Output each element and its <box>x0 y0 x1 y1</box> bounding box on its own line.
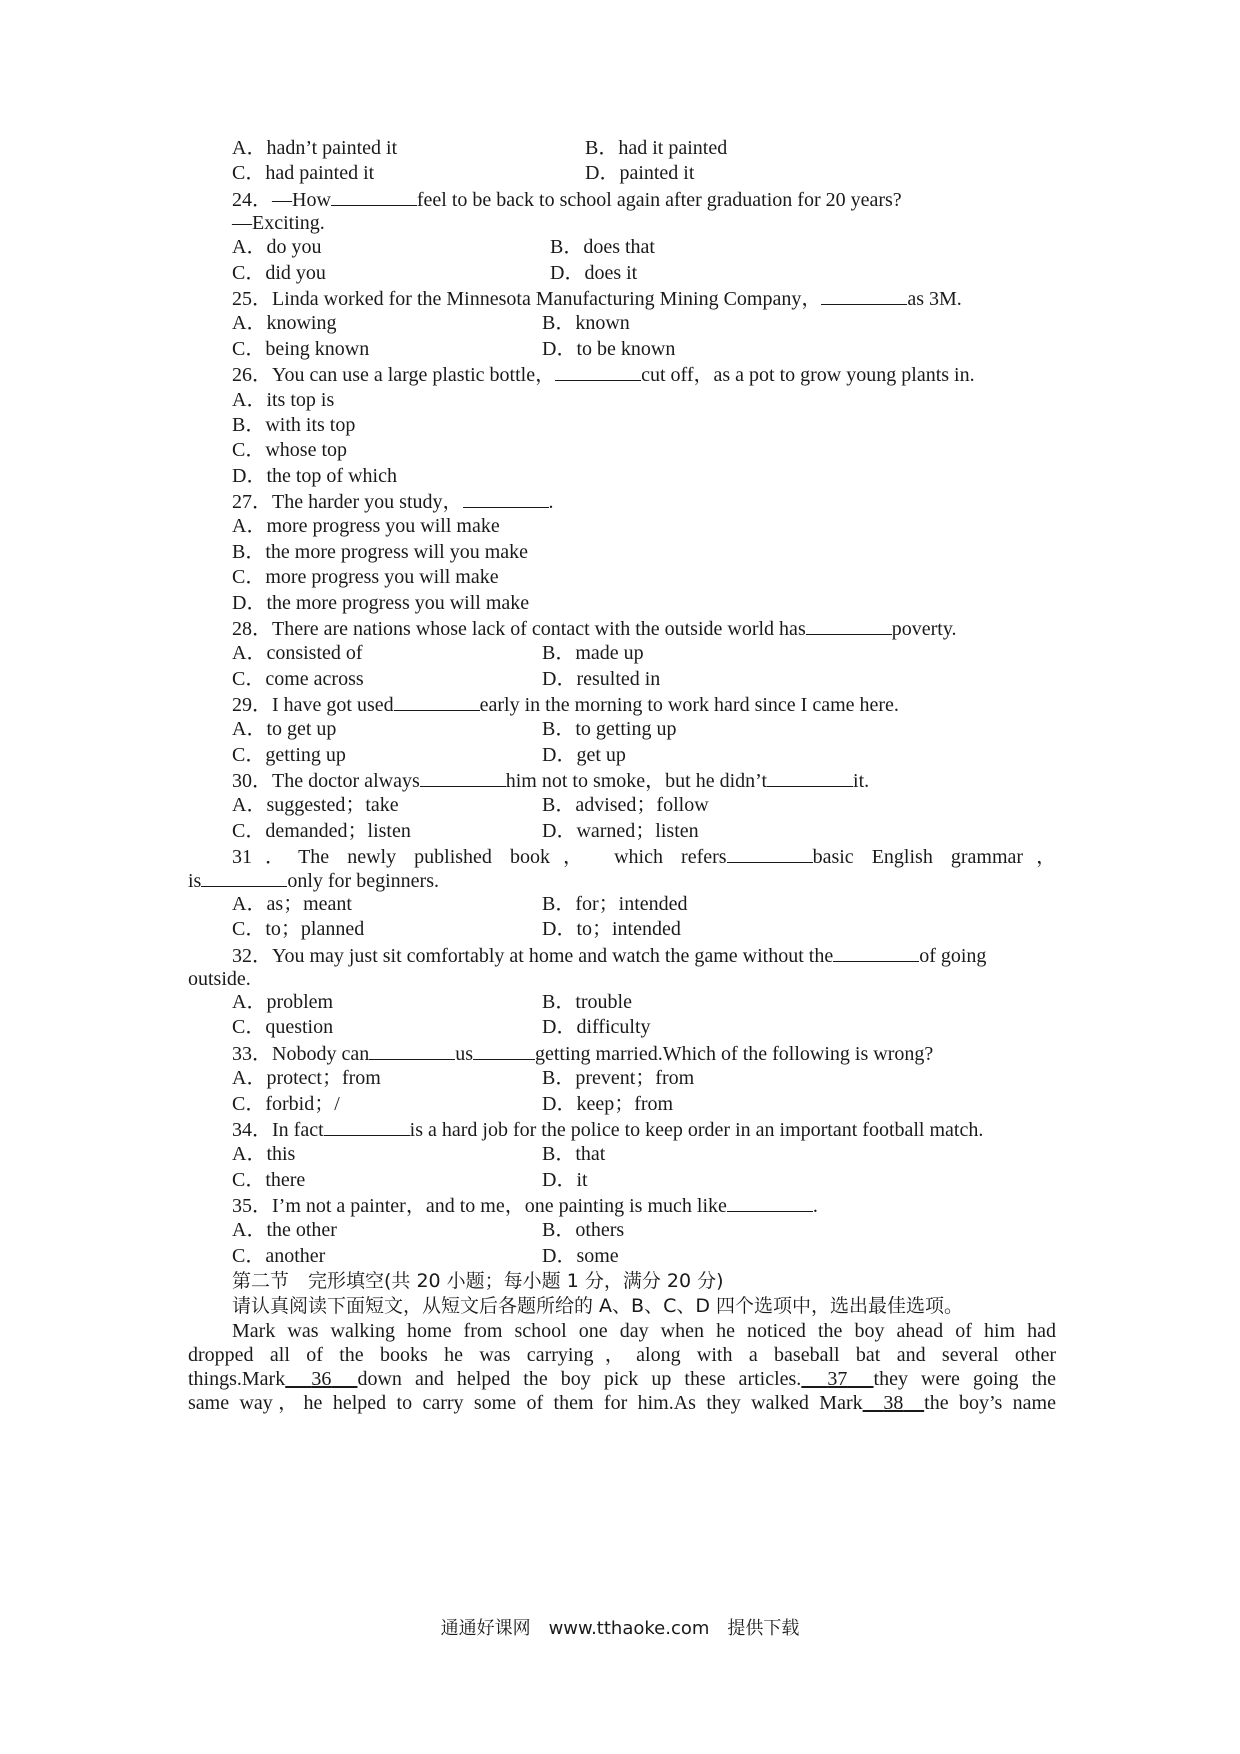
blank <box>394 692 480 711</box>
blank <box>821 286 907 305</box>
section-heading: 第二节 完形填空(共 20 小题；每小题 1 分，满分 20 分) <box>232 1270 724 1292</box>
q23-option-a: A．hadn’t painted it <box>232 137 398 159</box>
q35-option-a: A．the other <box>232 1219 337 1241</box>
blank <box>806 616 892 635</box>
q28-option-b: B．made up <box>542 642 644 664</box>
blank-37: 37 <box>827 1368 848 1390</box>
q24-option-a: A．do you <box>232 236 322 258</box>
blank <box>324 1117 410 1136</box>
page-footer: 通通好课网 www.tthaoke.com 提供下载 <box>440 1618 800 1639</box>
q25-option-b: B．known <box>542 312 630 334</box>
q27-option-a: A．more progress you will make <box>232 515 500 537</box>
q24-option-b: B．does that <box>550 236 655 258</box>
q31-stem-continued: is only for beginners. <box>188 870 439 892</box>
q26-option-b: B．with its top <box>232 414 356 436</box>
q25-option-c: C．being known <box>232 338 370 360</box>
q30-option-d: D．warned；listen <box>542 820 699 842</box>
q35-option-c: C．another <box>232 1245 326 1267</box>
q33-option-a: A．protect；from <box>232 1067 381 1089</box>
q31-stem: 31．The newly published book， which refers basic English grammar， <box>232 846 1057 868</box>
blank <box>463 489 549 508</box>
blank <box>555 362 641 381</box>
q31-option-a: A．as；meant <box>232 893 352 915</box>
section-instruction: 请认真阅读下面短文，从短文后各题所给的 A、B、C、D 四个选项中，选出最佳选项。 <box>232 1295 964 1317</box>
blank <box>833 943 919 962</box>
q32-option-b: B．trouble <box>542 991 632 1013</box>
q28-stem: 28．There are nations whose lack of contact with the outside world has poverty. <box>232 618 957 640</box>
q23-option-c: C．had painted it <box>232 162 375 184</box>
q30-stem: 30．The doctor always him not to smoke，but he didn’t it. <box>232 770 870 792</box>
q27-stem: 27．The harder you study， . <box>232 491 554 513</box>
passage-line-1: Mark was walking home from school one day when he noticed the boy ahead of him had <box>232 1320 1056 1342</box>
passage-line-2: dropped all of the books he was carrying，along with a baseball bat and several other <box>188 1344 1056 1366</box>
q24-option-c: C．did you <box>232 262 326 284</box>
blank <box>201 868 287 887</box>
q31-option-b: B．for；intended <box>542 893 688 915</box>
blank <box>727 1193 813 1212</box>
q28-option-a: A．consisted of <box>232 642 363 664</box>
q32-stem-continued: outside. <box>188 968 251 990</box>
q34-stem: 34．In fact is a hard job for the police to keep order in an important football match. <box>232 1119 984 1141</box>
blank-38: 38 <box>883 1392 904 1414</box>
q23-option-d: D．painted it <box>585 162 695 184</box>
q32-option-a: A．problem <box>232 991 334 1013</box>
q34-option-a: A．this <box>232 1143 296 1165</box>
q33-option-d: D．keep；from <box>542 1093 674 1115</box>
q32-option-d: D．difficulty <box>542 1016 651 1038</box>
q35-option-b: B．others <box>542 1219 625 1241</box>
q27-option-b: B．the more progress will you make <box>232 541 529 563</box>
q25-option-a: A．knowing <box>232 312 337 334</box>
q24-stem: 24．—How feel to be back to school again after graduation for 20 years? <box>232 189 902 211</box>
q28-option-c: C．come across <box>232 668 364 690</box>
blank <box>369 1041 455 1060</box>
q28-option-d: D．resulted in <box>542 668 661 690</box>
q31-option-d: D．to；intended <box>542 918 681 940</box>
q30-option-c: C．demanded；listen <box>232 820 411 842</box>
q33-stem: 33．Nobody can us getting married.Which of the following is wrong? <box>232 1043 934 1065</box>
q24-answer: —Exciting. <box>232 212 325 234</box>
q35-option-d: D．some <box>542 1245 619 1267</box>
blank <box>727 844 813 863</box>
blank <box>420 768 506 787</box>
q25-stem: 25．Linda worked for the Minnesota Manufacturing Mining Company， as 3M. <box>232 288 962 310</box>
passage-line-4: same way，he helped to carry some of them for him.As they walked Mark 38 the boy’s name <box>188 1392 1056 1414</box>
q30-option-a: A．suggested；take <box>232 794 399 816</box>
q32-stem: 32．You may just sit comfortably at home and watch the game without the of going <box>232 945 987 967</box>
q35-stem: 35．I’m not a painter，and to me，one painting is much like . <box>232 1195 818 1217</box>
passage-line-3: things.Mark 36 down and helped the boy pick up these articles. 37 they were going the <box>188 1368 1057 1390</box>
blank <box>331 187 417 206</box>
q26-option-c: C．whose top <box>232 439 347 461</box>
q29-stem: 29．I have got used early in the morning to work hard since I came here. <box>232 694 899 716</box>
q33-option-c: C．forbid；/ <box>232 1093 340 1115</box>
q27-option-c: C．more progress you will make <box>232 566 499 588</box>
q30-option-b: B．advised；follow <box>542 794 709 816</box>
q29-option-b: B．to getting up <box>542 718 677 740</box>
q25-option-d: D．to be known <box>542 338 676 360</box>
q29-option-a: A．to get up <box>232 718 337 740</box>
blank <box>767 768 853 787</box>
q29-option-c: C．getting up <box>232 744 346 766</box>
blank <box>473 1041 535 1060</box>
q26-stem: 26．You can use a large plastic bottle， cut off，as a pot to grow young plants in. <box>232 364 975 386</box>
q34-option-c: C．there <box>232 1169 306 1191</box>
blank-36: 36 <box>311 1368 332 1390</box>
q27-option-d: D．the more progress you will make <box>232 592 530 614</box>
q32-option-c: C．question <box>232 1016 334 1038</box>
q26-option-d: D．the top of which <box>232 465 397 487</box>
q33-option-b: B．prevent；from <box>542 1067 695 1089</box>
q26-option-a: A．its top is <box>232 389 335 411</box>
q31-option-c: C．to；planned <box>232 918 365 940</box>
q24-option-d: D．does it <box>550 262 638 284</box>
q34-option-b: B．that <box>542 1143 606 1165</box>
q29-option-d: D．get up <box>542 744 626 766</box>
q34-option-d: D．it <box>542 1169 588 1191</box>
q23-option-b: B．had it painted <box>585 137 728 159</box>
